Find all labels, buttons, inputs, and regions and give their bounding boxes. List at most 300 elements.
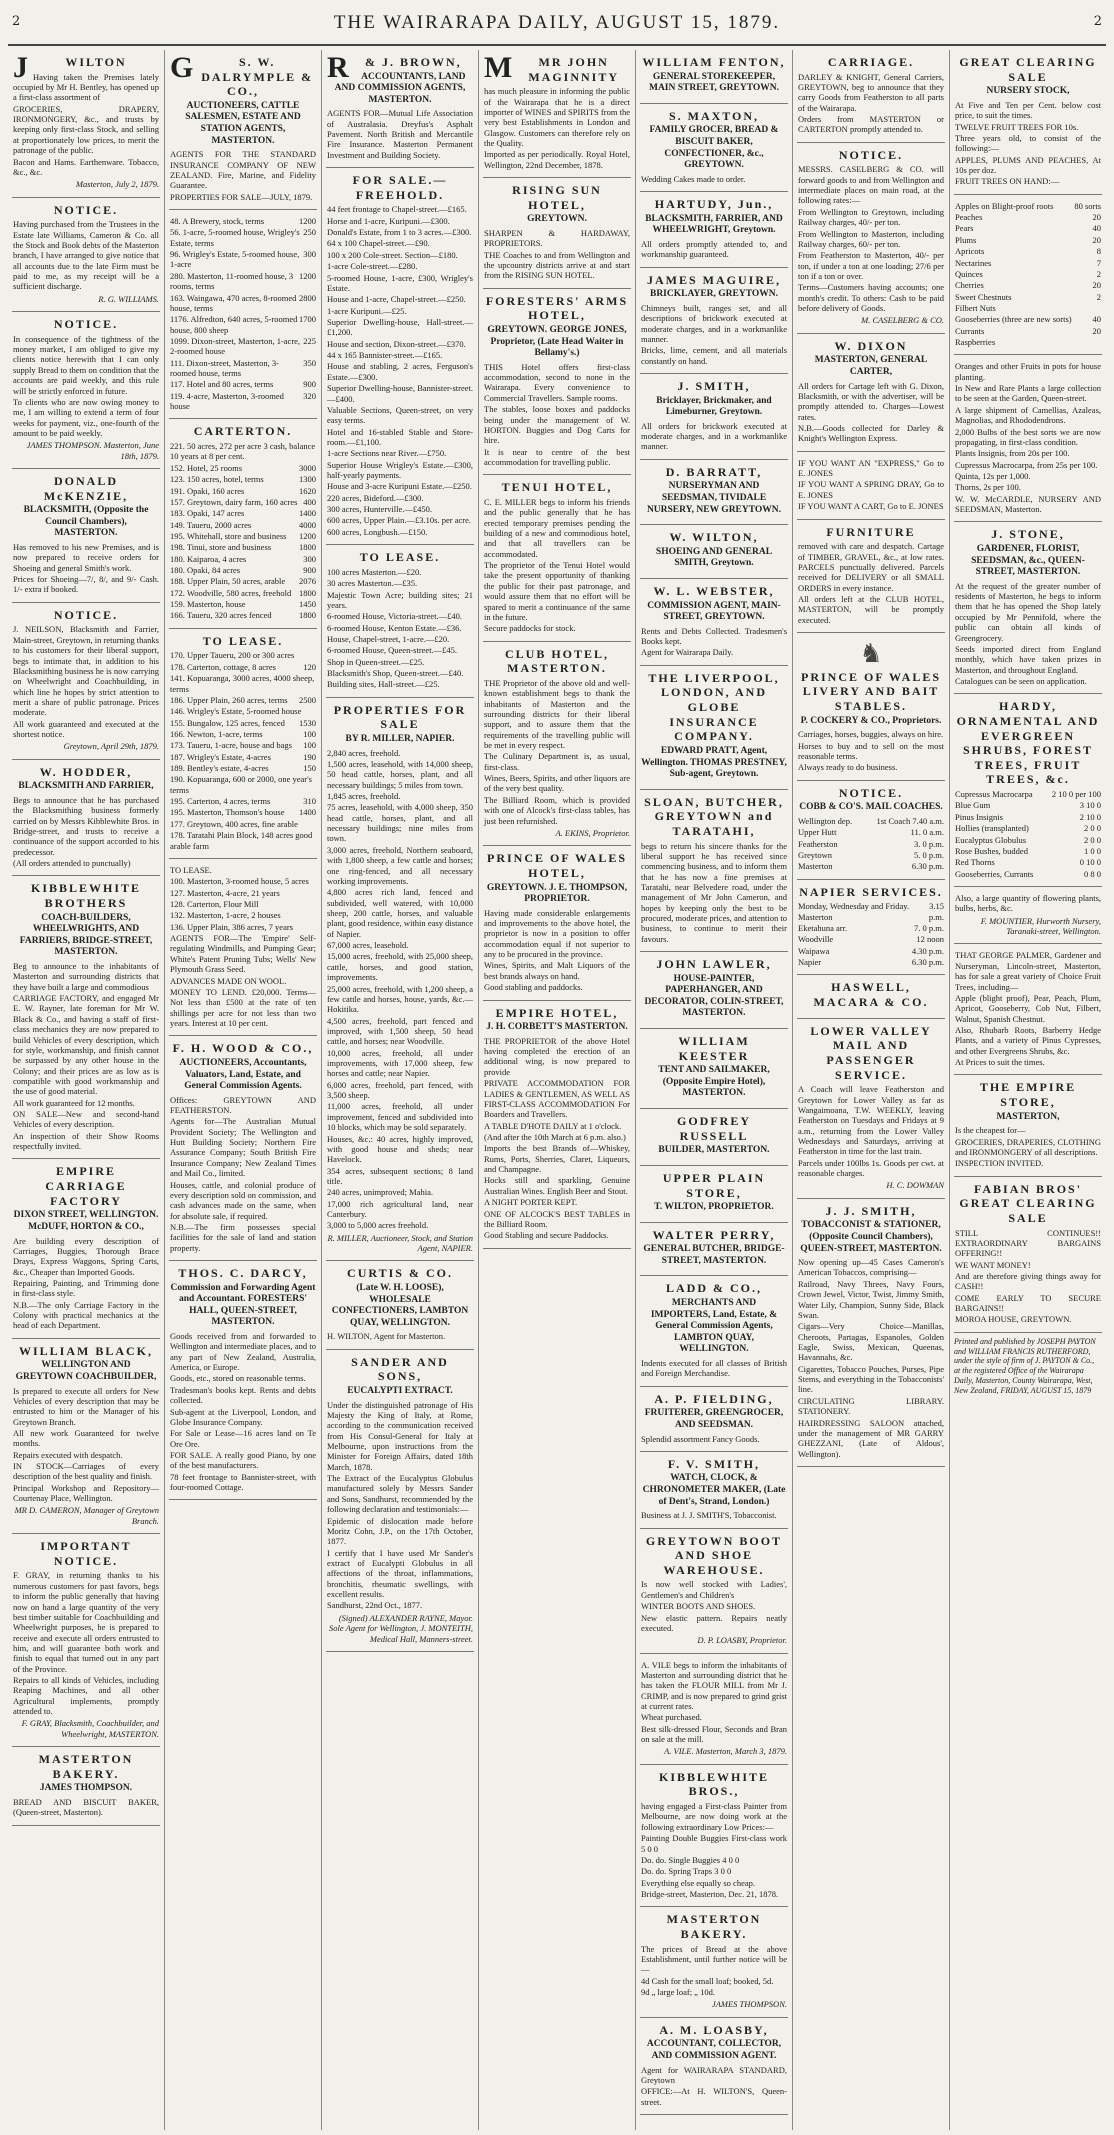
ad-table-row <box>170 695 316 705</box>
advertisement <box>640 790 788 952</box>
row-label: 163. Waingawa, 470 acres, 8-roomed house, terms <box>170 292 297 313</box>
row-label: 123. 150 acres, hotel, terms <box>170 474 264 485</box>
ad-paragraph: A large shipment of Camellias, Azaleas, Magnolias, and Rhododendrons. <box>955 404 1101 426</box>
ad-table-row <box>170 379 316 389</box>
ad-table-row <box>955 823 1101 833</box>
ad-title-text: EMPIRE HOTEL, <box>495 1005 619 1020</box>
ad-title-text: FOR SALE.—FREEHOLD. <box>352 173 448 202</box>
advertisement <box>640 1223 788 1277</box>
row-label: 56. 1-acre, 5-roomed house, Wrigley's Estate, terms <box>170 227 300 248</box>
ad-paragraph: APPLES, PLUMS AND PEACHES, At 10s per doz. <box>955 154 1101 175</box>
row-label: 183. Opaki, 147 acres <box>170 508 245 519</box>
ad-paragraph: 128. Carterton, Flour Mill <box>170 899 259 909</box>
ad-paragraph: 1-acre Cole-street.—£280. <box>327 261 418 272</box>
ad-subtitle: NURSERYMAN AND SEEDSMAN, TIVIDALE NURSERY, NEW GREYTOWN. <box>646 481 782 515</box>
ad-paragraph: GROCERIES, DRAPERIES, CLOTHING and IRONMONGERY of all descriptions. <box>955 1136 1101 1157</box>
advertisement <box>12 603 160 760</box>
ad-paragraph: Chimneys built, ranges set, and all descriptions of brickwork executed at moderate charges, and in a workmanlike manner. <box>641 302 787 344</box>
ad-title-text: W. DIXON <box>834 338 908 353</box>
ad-title <box>641 1034 787 1063</box>
ad-title-text: RISING SUN HOTEL, <box>512 183 602 212</box>
ad-paragraph: THE PROPRIETOR of the above Hotel having completed the erection of an additional wing, is now prepared to provide <box>484 1035 630 1077</box>
ad-table-row <box>170 819 316 829</box>
row-value: 1st Coach 7.40 a.m. <box>876 815 944 826</box>
ad-paragraph: Horse and 1-acre, Kuripuni.—£300. <box>327 215 450 226</box>
advertisement <box>640 1109 788 1166</box>
row-label: Upper Hutt <box>798 827 837 838</box>
drop-capital: G <box>170 51 196 84</box>
ad-paragraph: Houses, cattle, and colonial produce of every description sold on commission, and cash advances made on the same, when for absolute sale, if required. <box>170 1179 316 1221</box>
row-label: 146. Wrigley's Estate, 5-roomed house <box>170 706 302 717</box>
row-label: 173. Taueru, 1-acre, house and bags <box>170 740 292 751</box>
ad-title-text: JOHN LAWLER, <box>656 957 772 972</box>
ad-title-text: JAMES MAGUIRE, <box>646 272 781 287</box>
ad-table-row <box>170 763 316 773</box>
ad-table-row <box>955 314 1101 324</box>
drop-capital: J <box>13 51 30 84</box>
row-label: Waipawa <box>798 945 830 956</box>
ad-paragraph: Wines, Spirits, and Malt Liquors of the best brands always on hand. <box>484 960 630 981</box>
ad-subtitle: ACCOUNTANT, COLLECTOR, AND COMMISSION AGENT. <box>646 2039 782 2061</box>
ad-title-text: WILTON <box>65 55 127 69</box>
advertisement <box>797 520 945 634</box>
ad-paragraph: Carriages, horses, buggies, always on hire. <box>798 729 944 740</box>
ad-signature: H. C. DOWMAN <box>886 1180 944 1191</box>
ad-title <box>13 317 159 332</box>
ad-title <box>13 474 159 503</box>
ad-title-text: GREAT CLEARING SALE <box>959 55 1097 84</box>
ad-paragraph: From Featherston to Masterton, 40/- per ton, if under a ton at one loading; 27/6 per ton if a ton or over. <box>798 250 944 281</box>
ad-paragraph: 240 acres, unimproved; Mahia. <box>327 1187 433 1198</box>
row-value: 400 <box>303 496 316 507</box>
ad-paragraph: Three years old, to consist of the following:— <box>955 132 1101 154</box>
ad-paragraph: 67,000 acres, leasehold. <box>327 940 409 951</box>
ad-title <box>484 480 630 495</box>
row-value: 1450 <box>299 599 316 610</box>
ad-subtitle: COBB & CO'S. MAIL COACHES. <box>799 802 943 813</box>
ad-subtitle: T. WILTON, PROPRIETOR. <box>654 1202 774 1213</box>
ad-table-row <box>170 531 316 541</box>
ad-title-text: WILLIAM BLACK, <box>18 1343 153 1358</box>
advertisement <box>797 1019 945 1199</box>
ad-subtitle: FAMILY GROCER, BREAD & BISCUIT BAKER, CONFECTIONER, &c., GREYTOWN. <box>649 125 779 171</box>
ad-paragraph: ON SALE—New and second-hand Vehicles of every description. <box>13 1109 159 1130</box>
advertisement <box>797 452 945 520</box>
ad-paragraph: COME EARLY TO SECURE BARGAINS!! <box>955 1292 1101 1314</box>
ad-subtitle: GENERAL STOREKEEPER, MAIN STREET, GREYTOWN. <box>648 71 780 94</box>
ad-paragraph: At Prices to suit the times. <box>955 1057 1045 1068</box>
ad-paragraph: N.B.—The firm possesses special facilities for the sale of land and station property. <box>170 1221 316 1253</box>
ad-table-row <box>170 588 316 598</box>
row-label: Quinces <box>955 268 983 279</box>
row-value: 900 <box>303 379 316 390</box>
ad-paragraph: 4d Cash for the small loaf; booked, 5d. <box>641 1975 774 1986</box>
ad-subtitle: MASTERTON, GENERAL CARTER, <box>814 355 928 377</box>
ad-paragraph: At the request of the greater number of residents of Masterton, he begs to inform them that he has opened the Shop lately occupied by Mr Pennifold, where the public can obtain all kinds of Greengrocery. <box>955 580 1101 643</box>
row-label: Pinus Insignis <box>955 811 1003 822</box>
ad-title-text: NOTICE. <box>53 202 119 217</box>
ad-paragraph: Having taken the Premises lately occupied by Mr H. Bentley, has opened up a first-class assortment of <box>13 71 159 103</box>
row-label: 195. Carterton, 4 acres, terms <box>170 796 271 807</box>
ad-title <box>798 885 944 900</box>
ad-paragraph: 6-roomed House, Kenton Estate.—£36. <box>327 622 462 633</box>
ad-signature: F. GRAY, Blacksmith, Coachbuilder, and Wheelwright, MASTERTON. <box>21 1718 159 1739</box>
ad-paragraph: The Billiard Room, which is provided with one of Alcock's first-class tables, has just been refurnished. <box>484 794 630 826</box>
ad-title <box>327 173 473 202</box>
ad-title-text: NOTICE. <box>53 607 119 622</box>
advertisement <box>797 50 945 143</box>
advertisement <box>12 1159 160 1338</box>
advertisement <box>640 1907 788 2017</box>
row-label: Raspberries <box>955 337 996 348</box>
advertisement <box>640 579 788 666</box>
ad-title <box>13 1164 159 1208</box>
ad-table-row <box>170 463 316 473</box>
ad-subtitle: GARDENER, FLORIST, SEEDSMAN, &c., QUEEN-STREET, MASTERTON. <box>971 544 1085 578</box>
ad-paragraph: TWELVE FRUIT TREES FOR 10s. <box>955 121 1079 132</box>
ad-paragraph: The stables, loose boxes and paddocks being under the management of W. HORTON. Buggies and Dog Carts for hire. <box>484 404 630 446</box>
ad-paragraph: Goods, etc., stored on reasonable terms. <box>170 1373 306 1384</box>
ad-paragraph: Tradesman's books kept. Rents and debts collected. <box>170 1384 316 1406</box>
ad-subtitle: TOBACCONIST & STATIONER, (Opposite Council Chambers), QUEEN-STREET, MASTERTON. <box>800 1220 942 1254</box>
ad-subtitle: GREYTOWN. GEORGE JONES, Proprietor, (Late Head Waiter in Bellamy's.) <box>487 325 627 359</box>
row-label: Nectarines <box>955 257 992 268</box>
ad-paragraph: Superior House Wrigley's Estate.—£300, half-yearly payments. <box>327 459 473 481</box>
ad-table-row <box>798 827 944 837</box>
row-label: 178. Carterton, cottage, 8 acres <box>170 661 276 672</box>
ad-title-text: CLUB HOTEL, MASTERTON. <box>504 646 610 676</box>
advertisement <box>640 1276 788 1386</box>
ad-paragraph: Shop in Queen-street.—£25. <box>327 656 425 667</box>
row-value: 100 <box>303 728 316 739</box>
ad-subtitle: WELLINGTON AND GREYTOWN COACHBUILDER, <box>15 1360 157 1382</box>
ad-title-text: TENUI HOTEL, <box>501 480 613 495</box>
ad-paragraph: 9d „ large loaf; „ 10d. <box>641 1987 715 1998</box>
ad-paragraph: All work guaranteed and executed at the shortest notice. <box>13 718 159 740</box>
ad-subtitle: BLACKSMITH, FARRIER, AND WHEELWRIGHT, Greytown. <box>645 213 783 236</box>
ad-paragraph: Best silk-dressed Flour, Seconds and Bran on sale at the mill. <box>641 1723 787 1745</box>
row-value: 3.15 p.m. <box>928 901 944 922</box>
ad-subtitle: COMMISSION AGENT, MAIN-STREET, GREYTOWN. <box>647 600 781 623</box>
column-2 <box>165 50 322 2130</box>
ad-title <box>327 703 473 732</box>
ad-paragraph: Houses, &c.: 40 acres, highly improved, with good house and sheds; near Havelock. <box>327 1133 473 1165</box>
ad-paragraph: Having made considerable enlargements and improvements to the above hotel, the proprietor is now in a position to offer accommodation equal if not superior to any to be procured in the province. <box>484 907 630 960</box>
drop-capital: R <box>327 51 351 84</box>
ad-paragraph: MESSRS. CASELBERG & CO. will forward goods to and from Wellington and intermediate places on main road, at the following rates:— <box>798 164 944 206</box>
advertisement <box>12 1747 160 1826</box>
ad-table-row <box>170 610 316 620</box>
advertisement <box>326 50 474 168</box>
ad-paragraph: At Five and Ten per Cent. below cost price, to suit the times. <box>955 99 1101 121</box>
ad-title-text: A. M. LOASBY, <box>659 2022 769 2037</box>
ad-subtitle: EDWARD PRATT, Agent, Wellington. THOMAS PRESTNEY, Sub-agent, Greytown. <box>641 745 787 780</box>
ad-title <box>641 1534 787 1578</box>
ad-paragraph: INSPECTION INVITED. <box>955 1158 1044 1169</box>
ad-paragraph: Agent for Wairarapa Daily. <box>641 647 734 658</box>
ad-title <box>955 699 1101 787</box>
advertisement <box>169 1261 317 1500</box>
row-value: 1400 <box>299 508 316 519</box>
advertisement <box>483 1001 631 1249</box>
advertisement <box>797 334 945 452</box>
ad-paragraph: 44 feet frontage to Chapel-street.—£165. <box>327 204 467 215</box>
ad-paragraph: An inspection of their Show Rooms respectfully invited. <box>13 1130 159 1152</box>
ad-table-row <box>170 718 316 728</box>
row-label: Peaches <box>955 212 983 223</box>
row-label: 96. Wrigley's Estate, 5-roomed house, 1-acre <box>170 249 300 270</box>
ad-paragraph: ADVANCES MADE ON WOOL. <box>170 975 287 986</box>
ad-title-text: W. WILTON, <box>669 530 759 545</box>
ad-paragraph: Imports the best Brands of—Whiskey, Rums, Ports, Sherries, Claret, Liqueurs, and Champagne. <box>484 1143 630 1175</box>
advertisement <box>640 2018 788 2115</box>
ad-subtitle: (Late W. H. LOOSE), WHOLESALE CONFECTIONERS, LAMBTON QUAY, WELLINGTON. <box>331 1283 469 1328</box>
ad-title <box>641 1770 787 1799</box>
ad-title <box>641 379 787 394</box>
row-value: 20 <box>1092 234 1101 245</box>
ad-paragraph: Oranges and other Fruits in pots for house planting. <box>955 361 1101 382</box>
ad-paragraph: AGENTS FOR—The 'Empire' Self-regulating Windmills, and Pumping Gear; White's Patent Pruning Tubs; Wells' New Plymouth Grass Seed. <box>170 933 316 975</box>
ad-table-row <box>170 336 316 357</box>
ad-title-text: TO LEASE. <box>359 550 441 565</box>
ad-subtitle: NURSERY STOCK, <box>986 86 1070 97</box>
ad-paragraph: I certify that I have used Mr Sander's extract of Eucalypti Globulus in all affections of the throat, inflammations, bronchitis, rheumatic swellings, with excellent results. <box>327 1547 473 1600</box>
ad-title <box>955 1080 1101 1109</box>
ad-paragraph: Majestic Town Acre; building sites; 21 years. <box>327 589 473 610</box>
ad-title-text: S. MAXTON, <box>668 108 760 123</box>
row-value: 2 10 0 per 100 <box>1051 789 1101 800</box>
advertisement <box>797 633 945 781</box>
row-value: 190 <box>303 751 316 762</box>
ad-paragraph: Beg to announce to the inhabitants of Masterton and surrounding districts that they have built a large and commodious <box>13 961 159 992</box>
ad-paragraph: TO LEASE. <box>170 864 212 875</box>
advertisement <box>640 666 788 790</box>
row-label: 155. Bungalow, 125 acres, fenced <box>170 717 285 728</box>
ad-table-row <box>798 861 944 871</box>
row-value: 6.30 p.m. <box>911 861 944 872</box>
ad-paragraph: Imported as per periodically. Royal Hotel, Wellington, 22nd December, 1878. <box>484 149 630 170</box>
ad-title <box>13 608 159 623</box>
ad-paragraph: SHARPEN & HARDAWAY, PROPRIETORS. <box>484 227 630 249</box>
ad-title-text: NAPIER SERVICES. <box>799 884 943 899</box>
ad-table-row <box>170 474 316 484</box>
ad-table-row <box>170 497 316 507</box>
ad-title <box>641 530 787 545</box>
ad-paragraph: Bricks, lime, cement, and all materials constantly on hand. <box>641 345 787 366</box>
ad-paragraph: Sub-agent at the Liverpool, London, and Globe Insurance Company. <box>170 1406 316 1427</box>
row-label: 191. Opaki, 160 acres <box>170 485 245 496</box>
advertisement <box>169 419 317 628</box>
ad-title-text: NOTICE. <box>838 785 904 800</box>
ad-paragraph: House and stabling, 2 acres, Ferguson's Estate.—£300. <box>327 361 473 382</box>
ad-title <box>641 197 787 212</box>
ad-paragraph: 6-roomed House, Victoria-street.—£40. <box>327 611 463 622</box>
row-value: 4.30 p.m. <box>911 945 944 956</box>
row-value: 250 <box>303 227 316 238</box>
ad-title-text: TO LEASE. <box>202 633 284 648</box>
ad-paragraph: Repairs to all kinds of Vehicles, including Reaping Machines, and all other Agricultural implements, promptly attended to. <box>13 1675 159 1717</box>
ad-table-row <box>798 934 944 944</box>
ad-paragraph: STILL CONTINUES!! EXTRAORDINARY BARGAINS OFFERING!! <box>955 1227 1101 1259</box>
ad-paragraph: N.B.—The only Carriage Factory in the Colony with practical mechanics at the head of each Department. <box>13 1299 159 1331</box>
ad-subtitle: HOUSE-PAINTER, PAPERHANGER, AND DECORATOR, COLIN-STREET, MASTERTON. <box>644 973 784 1019</box>
ad-paragraph: 6-roomed House, Queen-street.—£45. <box>327 645 458 656</box>
advertisement <box>483 642 631 847</box>
ad-signature: A. EKINS, Proprietor. <box>555 827 630 838</box>
ad-paragraph: Apple (blight proof), Pear, Peach, Plum, Apricot, Gooseberry, Cob Nut, Filbert, Walnut, Spanish Chestnut. <box>955 992 1101 1024</box>
ad-paragraph: A. VILE begs to inform the inhabitants of Masterton and surrounding district that he has taken the FLOUR MILL from Mr J. CRIMP, and is now prepared to grind grist at current rates. <box>641 1659 787 1712</box>
ad-paragraph: Do. do. Spring Traps 3 0 0 <box>641 1866 732 1877</box>
ad-paragraph: Railroad, Navy Threes, Navy Fours, Crown Jewel, Victor, Twist, Jimmy Smith, Water Lily, Champion, Sunny Side, Black Swan. <box>798 1278 944 1320</box>
ad-title <box>798 1024 944 1083</box>
row-value: 1700 <box>299 314 316 325</box>
row-value: 2076 <box>299 576 316 587</box>
row-label: 159. Masterton, house <box>170 599 246 610</box>
ad-paragraph: OFFICE:—At H. WILTON'S, Queen-street. <box>641 2086 787 2107</box>
row-label: 180. Opaki, 84 acres <box>170 565 241 576</box>
advertisement <box>797 975 945 1018</box>
row-label: Monday, Wednesday and Friday. Masterton <box>798 901 910 922</box>
advertisement <box>12 760 160 877</box>
ad-subtitle: Bricklayer, Brickmaker, and Limeburner, Greytown. <box>656 395 772 418</box>
ad-paragraph: PRIVATE ACCOMMODATION FOR LADIES & GENTLEMEN, AS WELL AS FIRST-CLASS ACCOMMODATION For Boarders and Travellers. <box>484 1078 630 1120</box>
ad-title <box>13 203 159 218</box>
ad-paragraph: begs to return his sincere thanks for the liberal support he has received since commencing business, and to inform them that he has now a fine premises at Taratahi, near Belvedere road, under the management of Mr John Cameron, and hopes by keeping only the best to be procured, moderate prices, and attention to business, to continue to merit their favours. <box>641 840 787 944</box>
ad-table-row <box>170 807 316 817</box>
row-value: 80 sorts <box>1074 200 1101 211</box>
ad-paragraph: Agent for WAIRARAPA STANDARD, Greytown <box>641 2064 787 2085</box>
ad-table-row <box>170 673 316 694</box>
advertisement <box>640 1166 788 1223</box>
row-label: 195. Masterton, Thomson's house <box>170 807 285 818</box>
ad-paragraph: IF YOU WANT AN "EXPRESS," Go to E. JONES <box>798 457 944 479</box>
row-label: 141. Kopuaranga, 3000 acres, 4000 sheep, terms <box>170 673 315 694</box>
advertisement <box>954 50 1102 195</box>
ad-paragraph: 4,500 acres, freehold, part fenced and improved, with 1,500 sheep, 50 head cattle, and horses; near Woodville. <box>327 1015 473 1047</box>
ad-paragraph: Always ready to do business. <box>798 762 898 773</box>
ad-paragraph: All orders left at the CLUB HOTEL, MASTERTON, will be promptly executed. <box>798 593 944 625</box>
ad-paragraph: Goods received from and forwarded to Wellington and intermediate places, and to any part of New Zealand, Australia, America, or Europe. <box>170 1331 316 1373</box>
ad-signature: D. P. LOASBY, Proprietor. <box>697 1635 787 1646</box>
ad-paragraph: Also, a large quantity of flowering plants, bulbs, herbs, &c. <box>955 892 1101 914</box>
ad-table-row <box>170 554 316 564</box>
ad-paragraph: House and 1-acre, Chapel-street.—£250. <box>327 294 466 305</box>
row-value: 2 <box>1096 291 1101 302</box>
ad-paragraph: All orders for brickwork executed at moderate charges, and in a workmanlike manner. <box>641 420 787 452</box>
row-label: Eucalyptus Globulus <box>955 834 1027 845</box>
ad-paragraph: 10,000 acres, freehold, all under improvements, with 17,000 sheep, few horses and cattle; near Napier. <box>327 1047 473 1079</box>
ad-subtitle: DIXON STREET, WELLINGTON. McDUFF, HORTON & CO., <box>13 1210 159 1232</box>
ad-title-text: HARTUDY, Jun., <box>654 197 774 212</box>
ad-paragraph: 3,000 acres, freehold, Northern seaboard, with 1,800 sheep, a few cattle and horses; one ring-fenced, and all necessary working improvements. <box>327 844 473 886</box>
ad-paragraph: House and section, Dixon-street.—£370. <box>327 338 466 349</box>
ad-title-text: GODFREY RUSSELL <box>677 1114 751 1143</box>
ad-title <box>170 1041 316 1056</box>
ad-paragraph: AGENTS FOR—Mutual Life Association of Australasia. Dreyfus's Asphalt Pavement. North British and Mercantile Fire Insurance. Masterton Permanent Investment and Building Society. <box>327 108 473 160</box>
advertisement <box>797 781 945 880</box>
ad-paragraph: (And after the 10th March at 6 p.m. also.) <box>484 1131 626 1142</box>
row-value: 300 <box>303 249 316 260</box>
ad-table-row <box>798 923 944 933</box>
ad-title-text: WALTER PERRY, <box>652 1227 776 1242</box>
ad-table-row <box>798 850 944 860</box>
ad-title <box>798 786 944 801</box>
ad-paragraph: Repairs executed with despatch. <box>13 1449 123 1460</box>
ad-paragraph: Parcels under 100lbs 1s. Goods per cwt. at reasonable charges. <box>798 1157 944 1179</box>
ad-title <box>641 1912 787 1941</box>
ad-paragraph: Seeds imported direct from England monthly, which have taken prizes in Masterton, and throughout England. <box>955 643 1101 675</box>
ad-paragraph: 220 acres, Bideford.—£300. <box>327 492 424 503</box>
advertisement <box>483 178 631 289</box>
advertisement <box>954 522 1102 694</box>
row-label: 189. Bentley's estate, 4-acres <box>170 763 269 774</box>
ad-paragraph: House and 3-acre Kuripuni Estate.—£250. <box>327 481 472 492</box>
ad-paragraph: 100 x 200 Cole-street. Section—£180. <box>327 249 458 260</box>
ad-title-text: SLOAN, BUTCHER, GREYTOWN and TARATAHI, <box>644 794 784 838</box>
row-value: 3000 <box>299 462 316 473</box>
row-label: Plums <box>955 234 977 245</box>
ad-subtitle: P. COCKERY & CO., Proprietors. <box>800 715 942 726</box>
ad-title-text: CURTIS & CO. <box>347 1266 453 1281</box>
ad-paragraph: The Culinary Department is, as usual, first-class. <box>484 751 630 772</box>
advertisement <box>169 859 317 1036</box>
ad-title <box>13 1752 159 1781</box>
row-label: Rose Bushes, budded <box>955 845 1028 856</box>
ad-subtitle: J. H. CORBETT'S MASTERTON. <box>486 1022 628 1033</box>
ad-paragraph: 127. Masterton, 4-acre, 21 years <box>170 887 280 898</box>
row-value: 40 <box>1092 314 1101 325</box>
ad-paragraph: Wedding Cakes made to order. <box>641 173 746 184</box>
ad-subtitle: MERCHANTS AND IMPORTERS, Land, Estate, & General Commission Agents, LAMBTON QUAY, WELLINGTON. <box>650 1298 778 1355</box>
ad-signature: A. VILE. Masterton, March 3, 1879. <box>664 1746 787 1757</box>
row-label: Eketahuna arr. <box>798 922 848 933</box>
ad-title <box>170 51 316 99</box>
ad-title-text: W. HODDER, <box>39 764 133 779</box>
row-label: Currants <box>955 325 985 336</box>
ad-title-text: KIBBLEWHITE BROTHERS <box>30 881 142 911</box>
ad-paragraph: ONE OF ALCOCK'S BEST TABLES in the Billiard Room. <box>484 1208 630 1229</box>
ad-title <box>327 51 473 84</box>
advertisement <box>169 629 317 859</box>
masthead <box>8 6 1106 46</box>
row-label: Filbert Nuts <box>955 302 996 313</box>
ad-paragraph: 1-acre Kuripuni.—£25. <box>327 305 407 316</box>
row-value: 8 <box>1096 246 1101 257</box>
ad-title-text: FORESTERS' ARMS HOTEL, <box>485 293 629 323</box>
ad-paragraph: 2,000 Bulbs of the best sorts we are now propagating, in first-class condition. <box>955 426 1101 447</box>
ad-paragraph: For Sale or Lease—16 acres land on Te Ore Ore. <box>170 1428 316 1449</box>
advertisement <box>954 1177 1102 1333</box>
ad-paragraph: And are therefore giving things away for CASH!! <box>955 1270 1101 1292</box>
row-value: 310 <box>303 796 316 807</box>
ad-title <box>955 1182 1101 1226</box>
ad-title <box>641 1457 787 1472</box>
ad-signature: Masterton, July 2, 1879. <box>75 179 159 190</box>
row-label: 166. Taueru, 320 acres fenced <box>170 610 272 621</box>
row-value: 2 <box>1096 268 1101 279</box>
ad-title <box>484 647 630 676</box>
ad-paragraph: MONEY TO LEND. £20,000. Terms—Not less than £500 at the rate of ten shillings per acre for not less than two years. Interest at 10 per cent. <box>170 986 316 1028</box>
ad-signature: F. MOUNTIER, Hurworth Nursery, Taranaki-street, Wellington. <box>980 915 1101 937</box>
ad-title-text: WILLIAM KEESTER <box>678 1034 750 1063</box>
row-label: 186. Upper Plain, 260 acres, terms <box>170 694 288 705</box>
ad-subtitle: AUCTIONEERS, Accountants, Valuators, Land, Estate, and General Commission Agents. <box>179 1057 307 1092</box>
row-value: 1800 <box>299 587 316 598</box>
ad-paragraph: 100 acres Masterton.—£20. <box>327 566 422 577</box>
ad-table-row <box>170 293 316 314</box>
ad-paragraph: CIRCULATING LIBRARY. STATIONERY. <box>798 1395 944 1417</box>
ad-paragraph: Hocks still and sparkling, Genuine Australian Wines. English Beer and Stout. <box>484 1175 630 1196</box>
